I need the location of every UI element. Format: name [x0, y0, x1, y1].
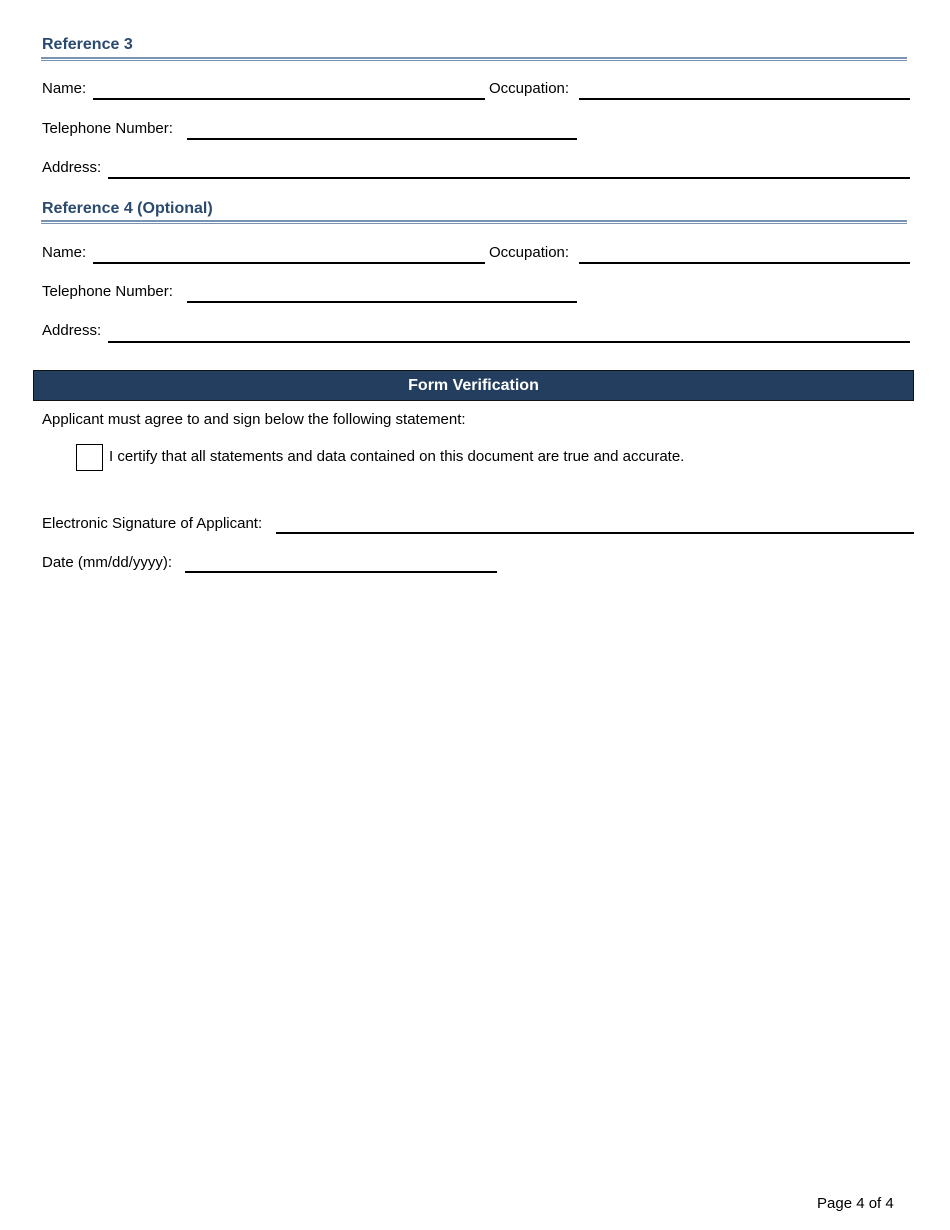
- signature-label: Electronic Signature of Applicant:: [42, 515, 263, 532]
- reference-3-occupation-field[interactable]: [579, 98, 910, 100]
- reference-4-telephone-field[interactable]: [187, 301, 577, 303]
- date-field[interactable]: [185, 571, 497, 573]
- reference-4-divider: [41, 220, 907, 224]
- reference-4-occupation-field[interactable]: [579, 262, 910, 264]
- certify-statement: I certify that all statements and data contained on this document are true and accurate.: [109, 448, 685, 465]
- reference-4-address-field[interactable]: [108, 341, 910, 343]
- reference-3-address-label: Address:: [42, 159, 102, 176]
- reference-4-name-field[interactable]: [93, 262, 485, 264]
- reference-3-occupation-label: Occupation:: [489, 80, 570, 97]
- reference-3-heading: Reference 3: [42, 36, 133, 53]
- reference-3-name-label: Name:: [42, 80, 87, 97]
- reference-4-address-label: Address:: [42, 322, 102, 339]
- date-label: Date (mm/dd/yyyy):: [42, 554, 173, 571]
- reference-4-heading: Reference 4 (Optional): [42, 200, 213, 217]
- page-number: Page 4 of 4: [817, 1195, 894, 1212]
- reference-4-telephone-label: Telephone Number:: [42, 283, 173, 300]
- certify-checkbox[interactable]: [76, 444, 103, 471]
- reference-3-telephone-label: Telephone Number:: [42, 120, 173, 137]
- reference-3-divider: [41, 57, 907, 61]
- verification-instruction: Applicant must agree to and sign below the following statement:: [42, 411, 466, 428]
- reference-4-name-label: Name:: [42, 244, 87, 261]
- form-verification-banner: Form Verification: [33, 370, 914, 401]
- reference-3-telephone-field[interactable]: [187, 138, 577, 140]
- signature-field[interactable]: [276, 532, 914, 534]
- reference-3-address-field[interactable]: [108, 177, 910, 179]
- reference-3-name-field[interactable]: [93, 98, 485, 100]
- reference-4-occupation-label: Occupation:: [489, 244, 570, 261]
